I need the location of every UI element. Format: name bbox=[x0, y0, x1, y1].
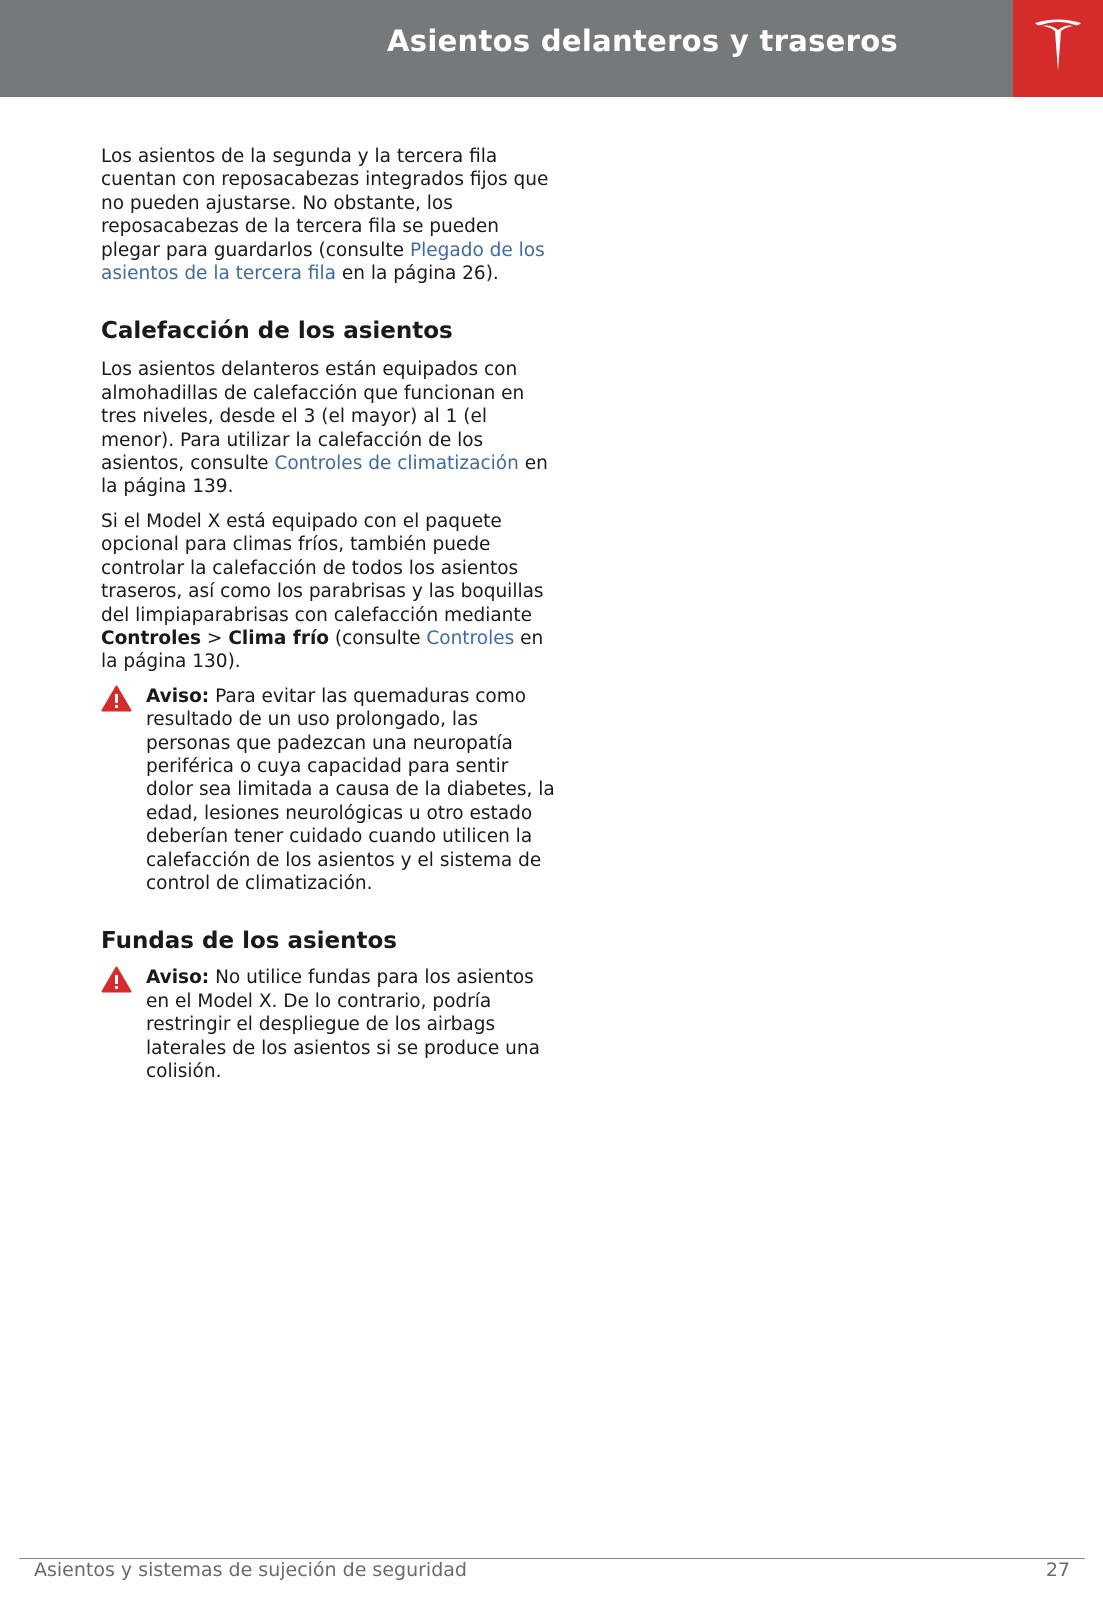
menu-path-separator: > bbox=[201, 627, 229, 649]
warning-text-covers bbox=[146, 966, 561, 1083]
heating-paragraph-1 bbox=[101, 358, 561, 498]
heating-paragraph-2 bbox=[101, 510, 561, 674]
warning-seat-heating bbox=[101, 685, 561, 896]
heating-text-1: Los asientos delanteros están equipados con almohadillas de calefacción que funcionan en tres niveles, desde el 3 (el mayor) al 1 (el menor). Para utilizar la calefacción de los asientos, consulte bbox=[101, 359, 525, 475]
heating-text-2-mid: (consulte bbox=[329, 627, 427, 649]
menu-path-cold-weather: Clima frío bbox=[228, 627, 329, 649]
heading-seat-covers: Fundas de los asientos bbox=[101, 928, 398, 955]
page-number: 27 bbox=[1045, 1559, 1070, 1581]
warning-seat-covers bbox=[101, 966, 561, 1083]
heating-text-1-end: en la página 139. bbox=[101, 453, 548, 498]
tesla-logo-icon bbox=[1035, 17, 1081, 75]
warning-text-heating bbox=[146, 685, 561, 896]
warning-body: No utilice fundas para los asientos en el Model X. De lo contrario, podría restringir el despliegue de los airbags laterales de los asientos si se produce una colisión. bbox=[146, 967, 540, 1082]
heading-seat-heating: Calefacción de los asientos bbox=[101, 318, 453, 345]
main-content bbox=[101, 145, 561, 1083]
link-controls[interactable]: Controles bbox=[426, 627, 515, 649]
intro-text: Los asientos de la segunda y la tercera fila cuentan con reposacabezas integrados fijos que no pueden ajustarse. No obstante, los reposacabezas de la tercera fila se pueden plegar para guardarlos (consulte bbox=[101, 146, 549, 261]
warning-triangle-icon bbox=[101, 966, 132, 993]
menu-path-controls: Controles bbox=[101, 627, 202, 649]
warning-triangle-icon bbox=[101, 685, 132, 712]
page-title: Asientos delanteros y traseros bbox=[387, 24, 898, 58]
heating-text-2-end: en la página 130). bbox=[101, 627, 544, 673]
intro-paragraph bbox=[101, 145, 561, 285]
link-climate-controls[interactable]: Controles de climatización bbox=[274, 453, 519, 475]
warning-label: Aviso: bbox=[146, 967, 210, 989]
footer-section-title: Asientos y sistemas de sujeción de seguridad bbox=[34, 1559, 467, 1581]
tesla-logo-box bbox=[1013, 0, 1103, 97]
header-bar bbox=[0, 0, 1013, 97]
warning-body: Para evitar las quemaduras como resultado de un uso prolongado, las personas que padezcan una neuropatía periférica o cuya capacidad para sentir dolor sea limitada a causa de la diabetes, la edad, lesiones neurológicas u otro estado deberían tener cuidado cuando utilicen la calefacción de los asientos y el sistema de control de climatización. bbox=[146, 685, 555, 894]
heating-text-2: Si el Model X está equipado con el paquete opcional para climas fríos, también puede controlar la calefacción de todos los asientos traseros, así como los parabrisas y las boquillas del limpiaparabrisas con calefacción mediante bbox=[101, 510, 544, 626]
intro-text-end: en la página 26). bbox=[336, 263, 499, 285]
warning-label: Aviso: bbox=[146, 685, 210, 707]
link-third-row-folding[interactable]: Plegado de los asientos de la tercera fila bbox=[101, 239, 545, 285]
